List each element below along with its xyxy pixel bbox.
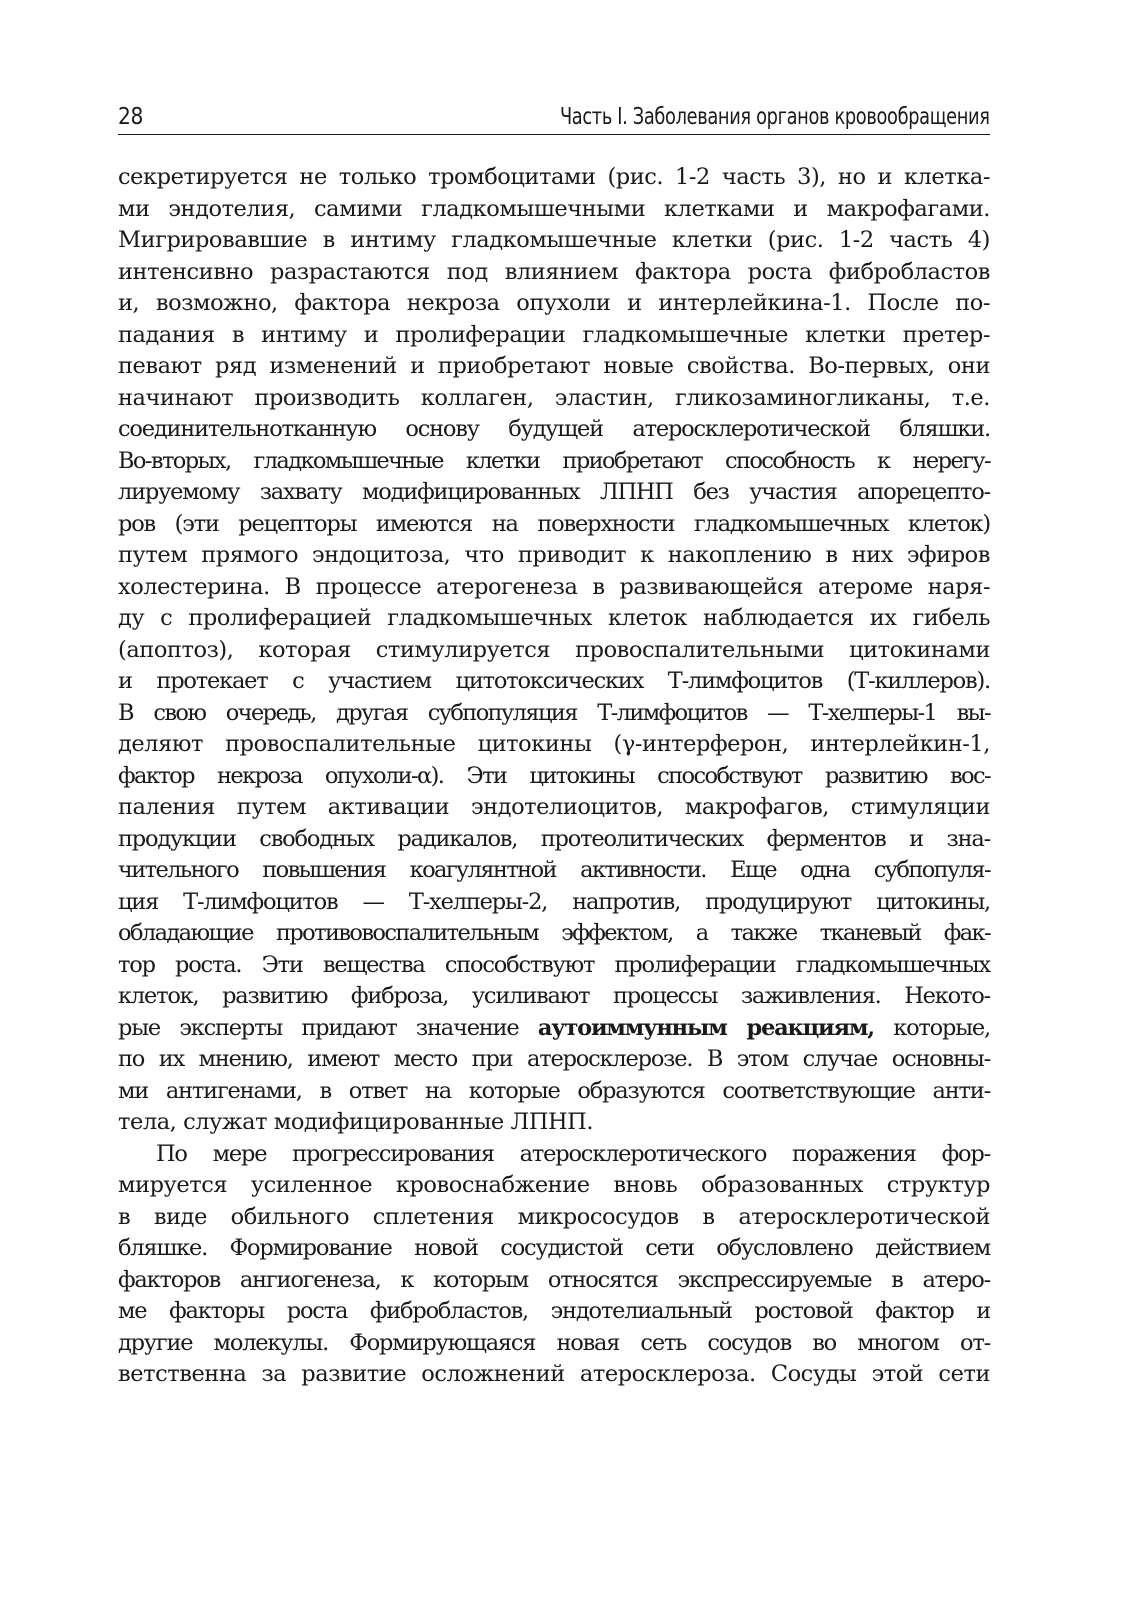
text-line: деляют провоспалительные цитокины (γ-интерферон, интерлейкин-1, <box>118 731 990 757</box>
text-line-emphasis <box>118 1013 990 1045</box>
bold-term: аутоиммунным реакциям, <box>537 1014 874 1041</box>
text-line: продукции свободных радикалов, протеолитических ферментов и зна- <box>118 825 990 852</box>
text-line: чительного повышения коагулянтной активности. Еще одна субпопуля- <box>118 857 990 883</box>
text-line: Во-вторых, гладкомышечные клетки приобретают способность к нерегу- <box>118 447 990 474</box>
text-line: соединительнотканную основу будущей атеросклеротической бляшки. <box>118 416 990 442</box>
text-line: ми эндотелия, самими гладкомышечными клетками и макрофагами. <box>118 195 990 222</box>
text-line: мируется усиленное кровоснабжение вновь образованных структур <box>118 1172 990 1198</box>
text-run: которые, <box>873 1014 990 1041</box>
text-line: ция Т-лимфоцитов — Т-хелперы-2, напротив, продуцируют цитокины, <box>118 888 990 915</box>
text-line: факторов ангиогенеза, к которым относятся экспрессируемые в атеро- <box>118 1266 990 1293</box>
text-run: рые эксперты придают значение <box>118 1014 538 1041</box>
text-line: интенсивно разрастаются под влиянием фактора роста фибробластов <box>118 258 990 285</box>
text-line: В свою очередь, другая субпопуляция Т-лимфоцитов — Т-хелперы-1 вы- <box>118 699 990 726</box>
text-line: тела, служат модифицированные ЛПНП. <box>118 1109 594 1135</box>
text-line: фактор некроза опухоли-α). Эти цитокины способствуют развитию вос- <box>118 762 990 789</box>
text-line: (апоптоз), которая стимулируется провоспалительными цитокинами <box>118 636 990 663</box>
text-line: По мере прогрессирования атеросклеротического поражения фор- <box>156 1140 990 1167</box>
running-header <box>118 104 990 135</box>
page-number: 28 <box>118 104 144 130</box>
text-line: ров (эти рецепторы имеются на поверхности гладкомышечных клеток) <box>118 510 990 537</box>
text-line: секретируется не только тромбоцитами (рис. 1-2 часть 3), но и клетка- <box>118 164 990 190</box>
text-line: клеток, развитию фиброза, усиливают процессы заживления. Некото- <box>118 983 990 1009</box>
text-line: лируемому захвату модифицированных ЛПНП без участия апорецепто- <box>118 479 990 505</box>
book-page <box>118 104 990 1391</box>
running-title: Часть I. Заболевания органов кровообращения <box>560 104 990 130</box>
text-line: другие молекулы. Формирующаяся новая сеть сосудов во многом от- <box>118 1329 990 1356</box>
text-line: тор роста. Эти вещества способствуют пролиферации гладкомышечных <box>118 951 990 978</box>
text-line: и протекает с участием цитотоксических Т-лимфоцитов (Т-киллеров). <box>118 668 990 694</box>
text-line: ду с пролиферацией гладкомышечных клеток наблюдается их гибель <box>118 605 990 631</box>
text-line: и, возможно, фактора некроза опухоли и интерлейкина-1. После по- <box>118 290 990 316</box>
text-line: Мигрировавшие в интиму гладкомышечные клетки (рис. 1-2 часть 4) <box>118 227 990 253</box>
paragraph <box>118 1139 990 1391</box>
text-line: обладающие противовоспалительным эффектом, а также тканевый фак- <box>118 920 990 946</box>
paragraph <box>118 162 990 1139</box>
text-line: по их мнению, имеют место при атеросклерозе. В этом случае основны- <box>118 1046 990 1072</box>
text-line: паления путем активации эндотелиоцитов, макрофагов, стимуляции <box>118 794 990 820</box>
text-line: начинают производить коллаген, эластин, гликозаминогликаны, т.е. <box>118 384 990 411</box>
text-line: бляшке. Формирование новой сосудистой сети обусловлено действием <box>118 1235 990 1261</box>
text-line: путем прямого эндоцитоза, что приводит к накоплению в них эфиров <box>118 542 990 568</box>
text-line: певают ряд изменений и приобретают новые свойства. Во-первых, они <box>118 353 990 379</box>
text-line: ветственна за развитие осложнений атеросклероза. Сосуды этой сети <box>118 1361 990 1387</box>
text-line: в виде обильного сплетения микрососудов в атеросклеротической <box>118 1203 990 1230</box>
text-line: падания в интиму и пролиферации гладкомышечные клетки претер- <box>118 321 990 348</box>
text-line: холестерина. В процессе атерогенеза в развивающейся атероме наря- <box>118 573 990 600</box>
text-line: ме факторы роста фибробластов, эндотелиальный ростовой фактор и <box>118 1298 990 1324</box>
body-text <box>118 162 990 1391</box>
text-line: ми антигенами, в ответ на которые образуются соответствующие анти- <box>118 1077 990 1104</box>
